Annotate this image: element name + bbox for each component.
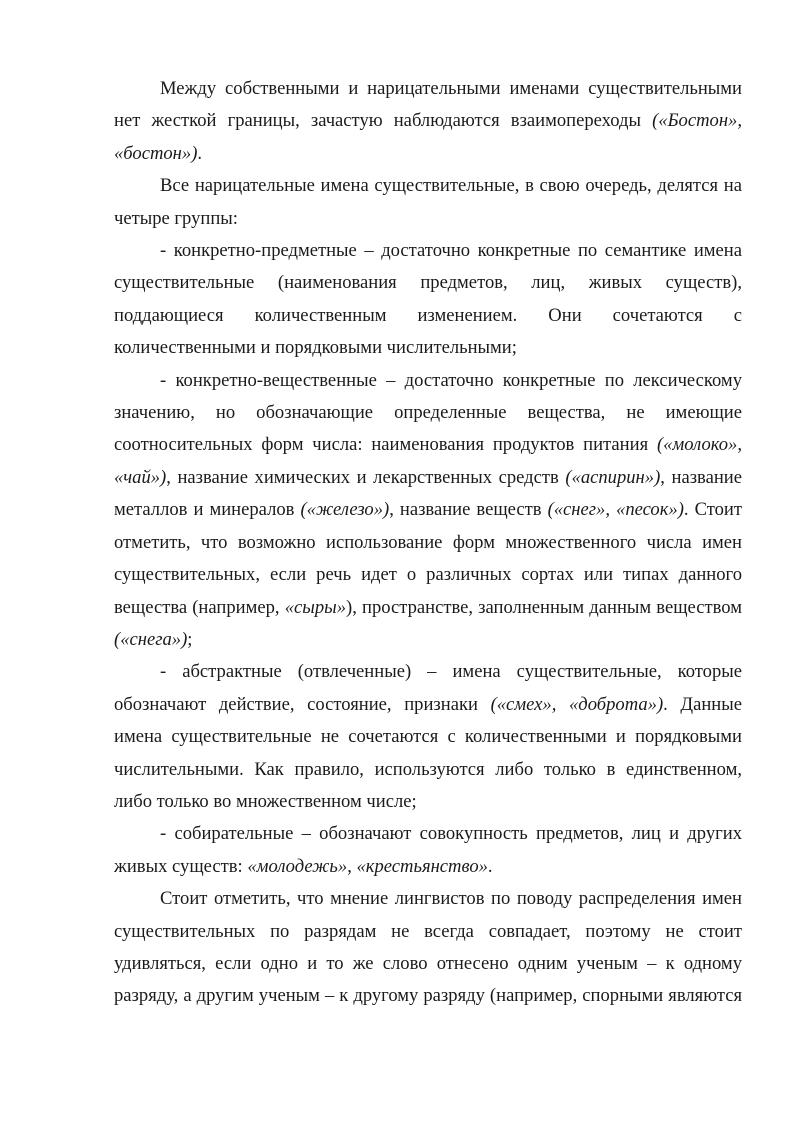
- example-text: «крестьянство»: [356, 855, 488, 877]
- paragraph-groups-intro: [114, 170, 742, 235]
- paragraph-text: . Стоит отметить, что возможно использование форм множественного числа имен существительных, если речь идет о различных сортах или типах данного вещества (например,: [114, 499, 743, 618]
- paragraph-text: . Данные имена существительные не сочетаются с количественными и порядковыми числительными. Как правило, используются либо только в единственном, либо только во множественном числе;: [114, 693, 742, 812]
- paragraph-text: - конкретно-вещественные – достаточно конкретные по лексическому значению, но обозначающие определенные вещества, не имеющие соотносительных форм числа: наименования продуктов питания: [114, 369, 742, 456]
- paragraph-text: Стоит отметить, что мнение лингвистов по поводу распределения имен существительных по разрядам не всегда совпадает, поэтому не стоит удивляться, если одно и то же слово отнесено одним ученым – к одному разряду, а другим ученым – к другому разряду (например, спорными являются: [114, 888, 742, 1007]
- paragraph-text: Между собственными и нарицательными именами существительными нет жесткой границы, зачастую наблюдаются взаимопереходы: [114, 78, 742, 132]
- example-text: «сыры»: [284, 596, 347, 618]
- list-item-collective: [114, 818, 742, 883]
- list-item-concrete-substance: [114, 365, 742, 657]
- paragraph-text: - абстрактные (отвлеченные) – имена существительные, которые обозначают действие, состояние, признаки: [114, 661, 742, 715]
- example-text: («снега»): [114, 628, 188, 650]
- example-text: («аспирин»): [565, 466, 661, 488]
- paragraph-text: .: [487, 855, 493, 877]
- example-text: («смех», «доброта»): [490, 693, 664, 715]
- paragraph-text: Все нарицательные имена существительные, в свою очередь, делятся на четыре группы:: [114, 175, 742, 229]
- paragraph-text: - собирательные – обозначают совокупность предметов, лиц и других живых существ:: [114, 823, 742, 877]
- paragraph-text: , название веществ: [389, 499, 548, 521]
- paragraph-proper-common-nouns: [114, 73, 742, 170]
- list-item-abstract: [114, 656, 742, 818]
- paragraph-text: - конкретно-предметные – достаточно конкретные по семантике имена существительные (наименования предметов, лиц, живых существ), поддающиеся количественным изменением. Они сочетаются с количественными и порядковыми числительными;: [114, 240, 742, 359]
- paragraph-text: , название металлов и минералов: [114, 466, 742, 521]
- example-text: «молодежь»: [247, 855, 348, 877]
- example-text: («Бостон», «бостон»): [114, 110, 742, 164]
- paragraph-text: ), пространстве, заполненным данным веществом: [346, 596, 742, 618]
- document-page: [114, 73, 742, 1013]
- example-text: («молоко», «чай»): [114, 434, 742, 488]
- paragraph-text: .: [197, 142, 203, 164]
- paragraph-text: ,: [347, 855, 357, 877]
- list-item-concrete-object: [114, 235, 742, 365]
- example-text: («железо»): [300, 499, 390, 521]
- paragraph-text: ;: [187, 628, 193, 650]
- paragraph-linguists-opinion: [114, 883, 742, 1013]
- example-text: («снег», «песок»): [547, 499, 684, 521]
- paragraph-text: , название химических и лекарственных средств: [166, 466, 566, 488]
